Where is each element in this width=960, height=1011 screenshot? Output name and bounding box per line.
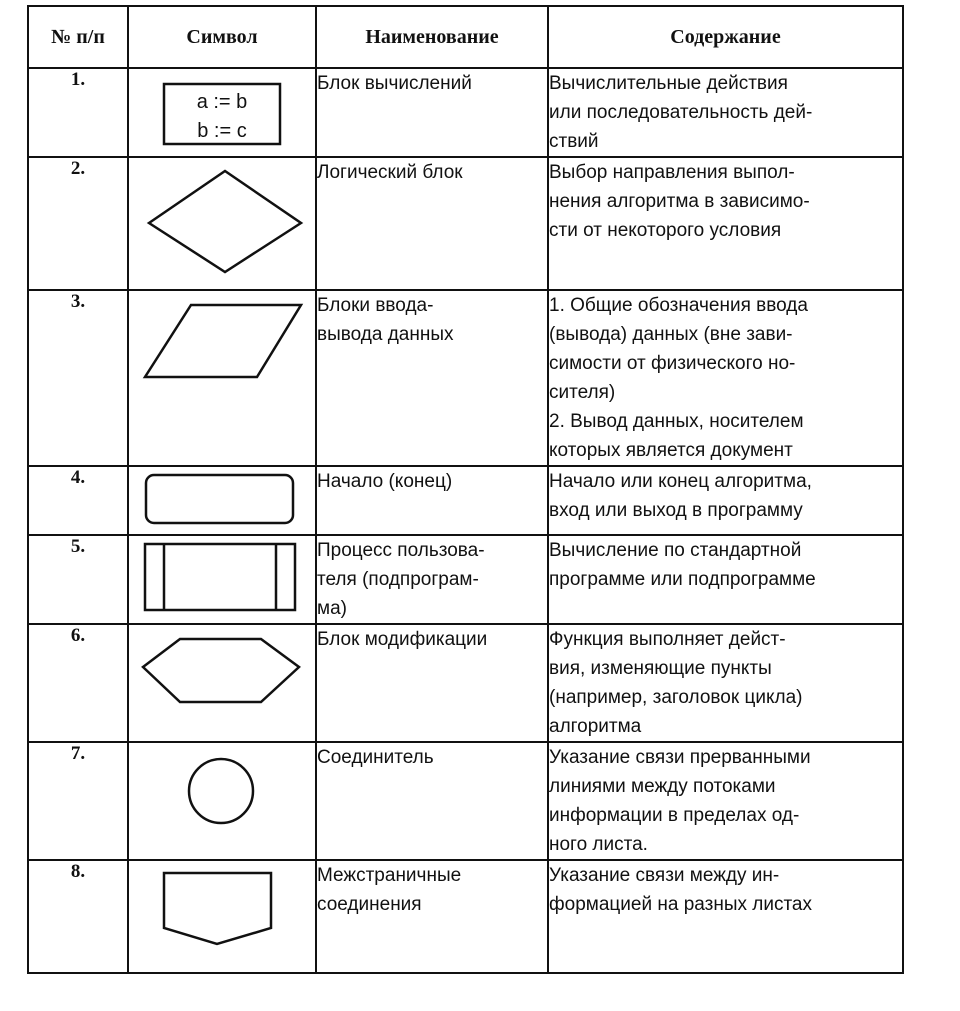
circle-connector-icon (129, 743, 317, 853)
row-content: Выбор направления выпол- нения алгоритма в зависимо- сти от некоторого условия (548, 157, 903, 290)
row-content: Функция выполняет дейст- вия, изменяющие пункты (например, заголовок цикла) алгоритма (548, 624, 903, 742)
header-num: № п/п (28, 6, 128, 68)
table-row (28, 157, 903, 290)
header-name: Наименование (316, 6, 548, 68)
hexagon-icon (129, 625, 317, 725)
row-name: Соединитель (316, 742, 548, 860)
row-number: 6. (28, 624, 128, 742)
symbol-text-line: a := b (196, 91, 248, 113)
symbol-cell (128, 742, 316, 860)
symbol-cell (128, 860, 316, 973)
row-number: 1. (28, 68, 128, 157)
row-number: 5. (28, 535, 128, 624)
symbol-cell (128, 466, 316, 535)
table-row (28, 68, 903, 157)
row-number: 3. (28, 290, 128, 466)
row-name: Логический блок (316, 157, 548, 290)
table-row (28, 466, 903, 535)
row-name: Блоки ввода- вывода данных (316, 290, 548, 466)
parallelogram-icon (129, 291, 317, 401)
row-number: 2. (28, 157, 128, 290)
flowchart-symbols-table (27, 5, 904, 974)
row-name: Процесс пользова- теля (подпрограм- ма) (316, 535, 548, 624)
table-row (28, 535, 903, 624)
symbol-cell (128, 157, 316, 290)
table-row (28, 290, 903, 466)
diamond-icon (129, 158, 317, 288)
symbol-cell (128, 290, 316, 466)
row-name: Межстраничные соединения (316, 860, 548, 973)
row-name: Блок модификации (316, 624, 548, 742)
row-name: Начало (конец) (316, 466, 548, 535)
process-rect-icon (129, 69, 317, 155)
table-row (28, 860, 903, 973)
row-content: Вычисление по стандартной программе или подпрограмме (548, 535, 903, 624)
row-content: Вычислительные действия или последовательность дей- ствий (548, 68, 903, 157)
header-row (28, 6, 903, 68)
row-content: 1. Общие обозначения ввода (вывода) данных (вне зави- симости от физического но- сителя) 2. Вывод данных, носителем которых является документ (548, 290, 903, 466)
header-content: Содержание (548, 6, 903, 68)
rounded-rect-icon (129, 467, 317, 533)
symbol-cell (128, 624, 316, 742)
row-content: Указание связи прерванными линиями между потоками информации в пределах од- ного листа. (548, 742, 903, 860)
row-content: Начало или конец алгоритма, вход или выход в программу (548, 466, 903, 535)
row-name: Блок вычислений (316, 68, 548, 157)
header-symbol: Символ (128, 6, 316, 68)
row-number: 8. (28, 860, 128, 973)
symbol-text-line: b := c (197, 120, 247, 142)
table-row (28, 742, 903, 860)
symbol-cell (128, 535, 316, 624)
offpage-connector-icon (129, 861, 317, 961)
symbol-cell (128, 68, 316, 157)
predefined-process-icon (129, 536, 317, 621)
row-number: 7. (28, 742, 128, 860)
table-row (28, 624, 903, 742)
row-content: Указание связи между ин- формацией на разных листах (548, 860, 903, 973)
row-number: 4. (28, 466, 128, 535)
